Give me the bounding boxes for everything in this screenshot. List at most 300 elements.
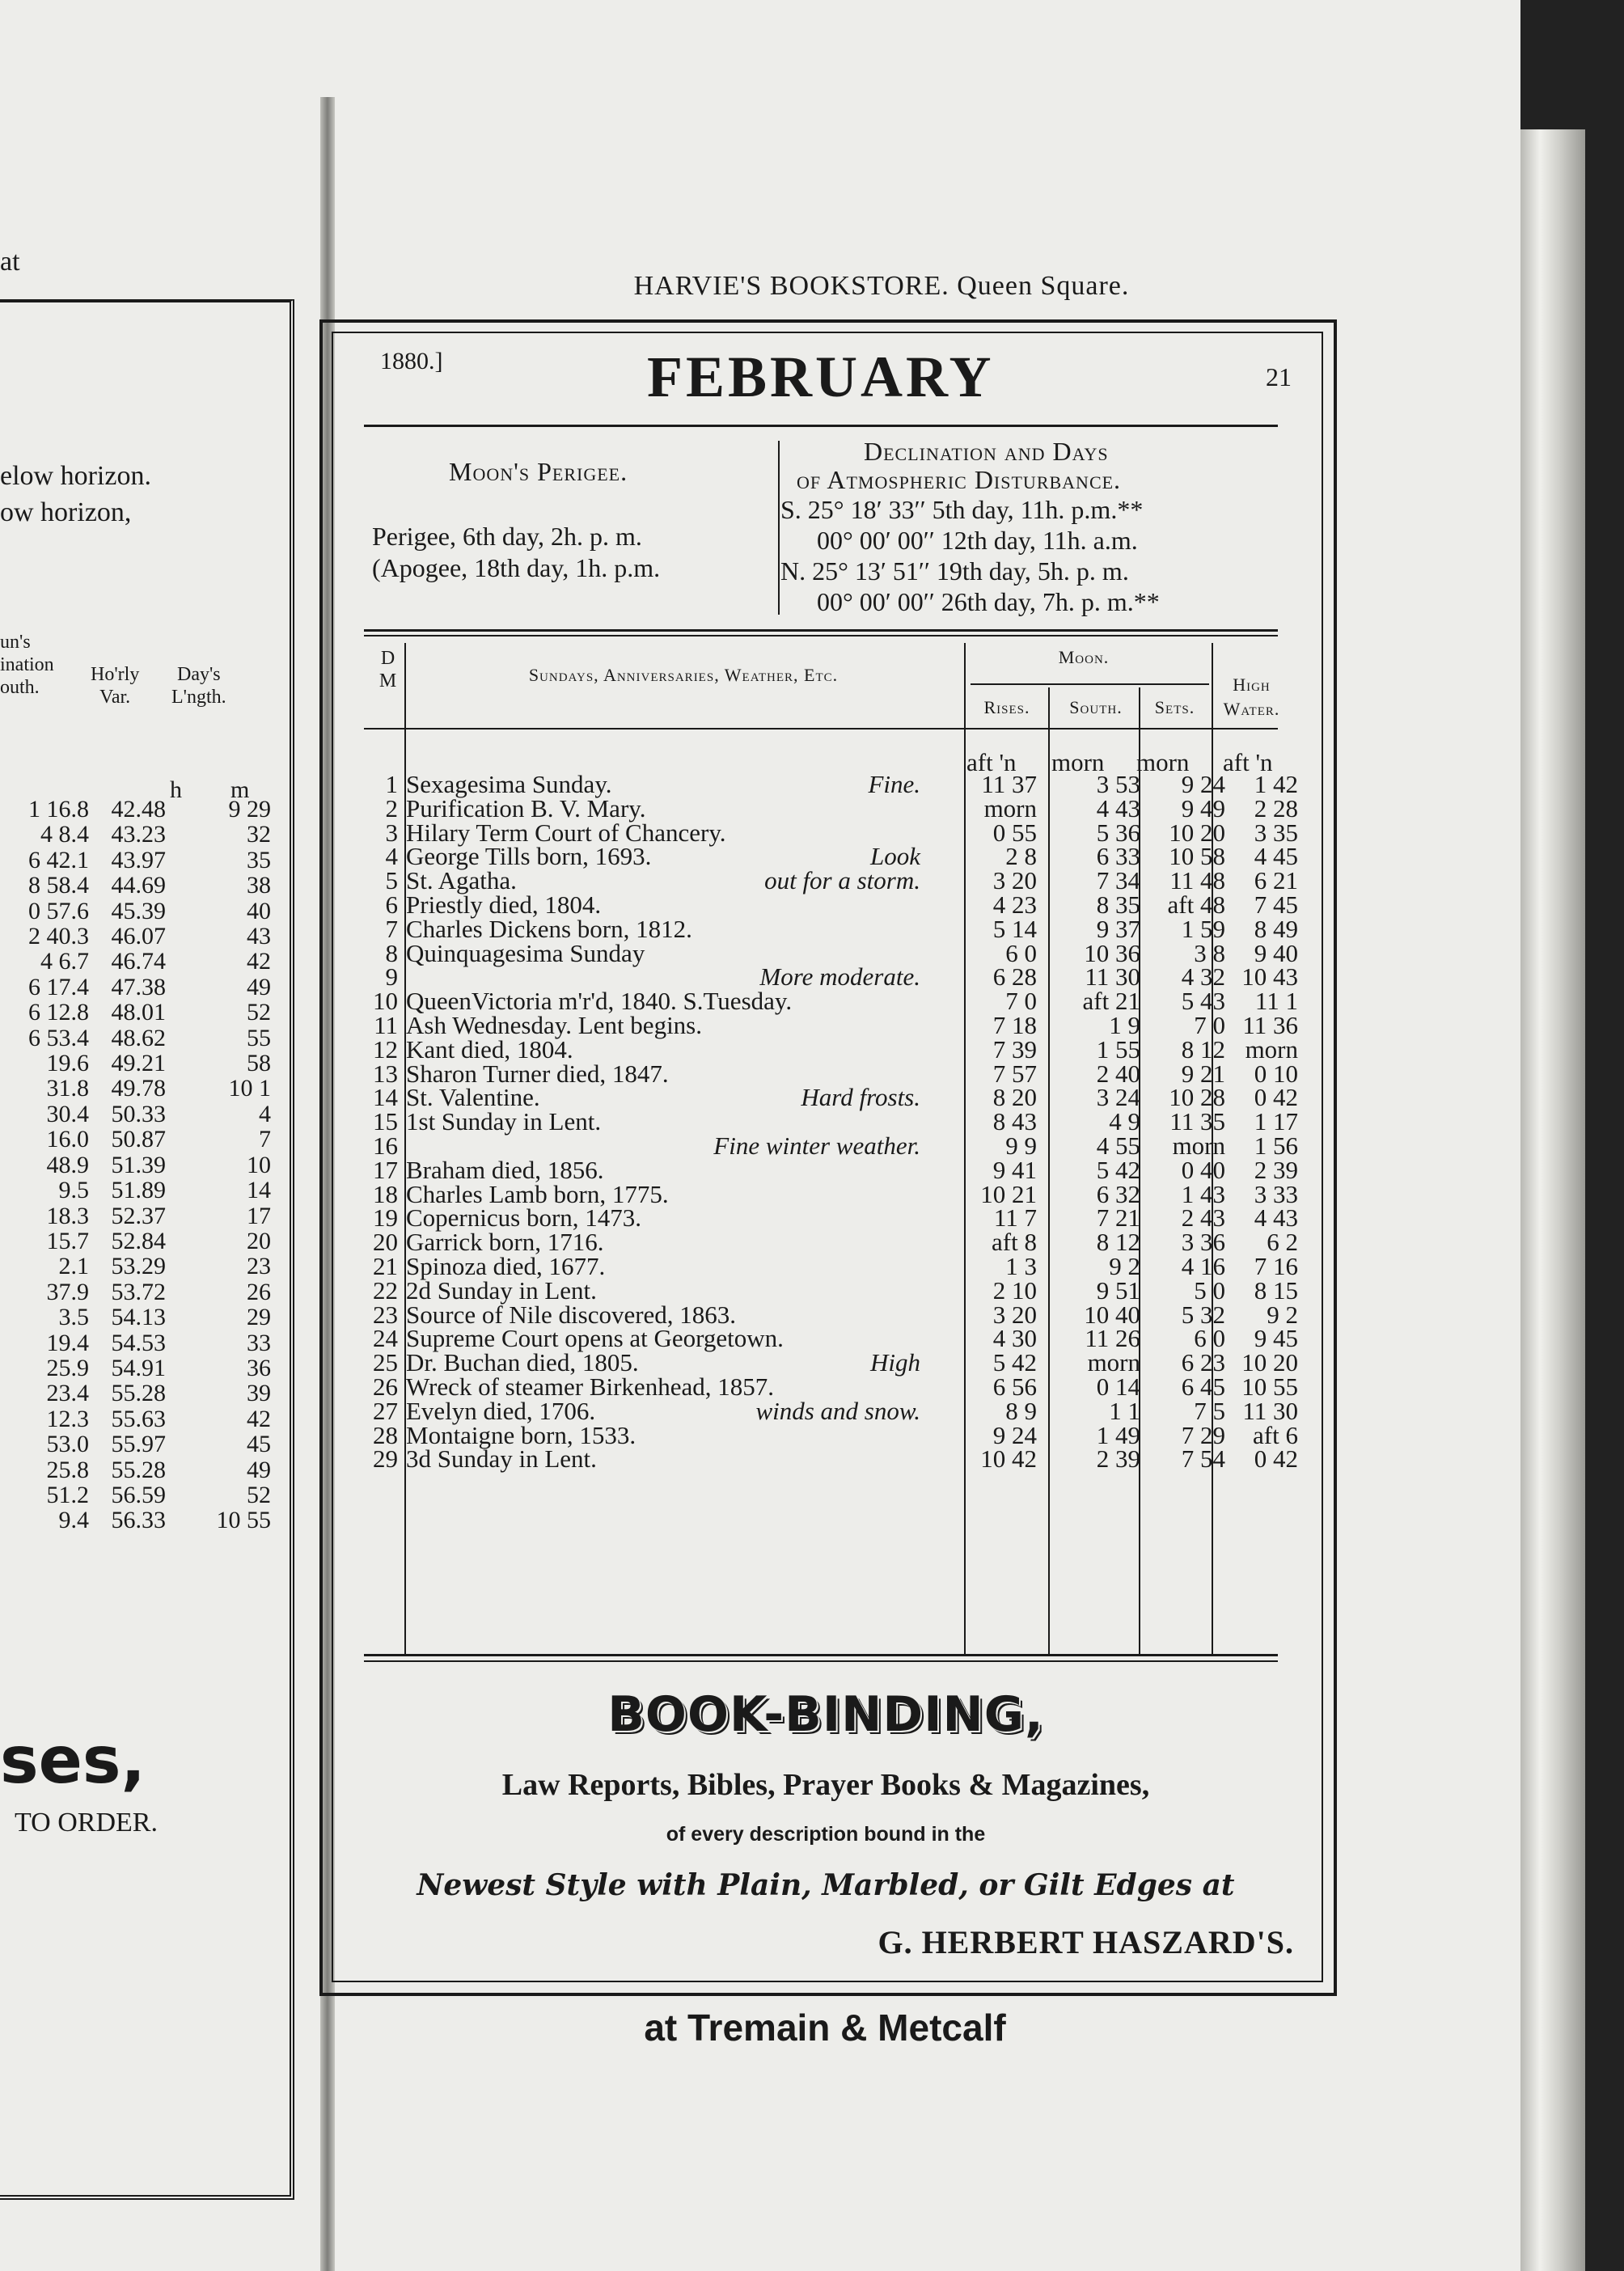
event-text: Supreme Court opens at Georgetown. <box>406 1324 784 1353</box>
event-text: Dr. Buchan died, 1805. <box>406 1348 639 1377</box>
left-table-row <box>0 873 275 898</box>
left-table-cell: 47.38 <box>111 973 166 1000</box>
moon-rises: 7 57 <box>992 1059 1037 1088</box>
table-row <box>364 1228 1298 1257</box>
table-row <box>364 1010 1298 1039</box>
event-text: Quinquagesima Sunday <box>406 938 645 967</box>
moon-rises: aft 8 <box>992 1228 1037 1257</box>
left-table-headers <box>0 623 291 752</box>
event-text: Wreck of steamer Birkenhead, 1857. <box>406 1372 774 1401</box>
moon-south: 7 34 <box>1096 866 1140 895</box>
day-number: 26 <box>373 1372 398 1401</box>
event-text: Garrick born, 1716. <box>406 1228 604 1257</box>
event-text: St. Valentine. <box>406 1083 540 1112</box>
moon-rises: 10 21 <box>980 1179 1037 1208</box>
left-table-cell: 40 <box>247 897 271 924</box>
left-table-row <box>0 1102 275 1127</box>
left-table-cell: 4 6.7 <box>40 948 89 975</box>
left-table-cell: 53.72 <box>111 1278 166 1305</box>
day-number: 15 <box>373 1107 398 1136</box>
left-page-top-fragment: at <box>0 247 20 277</box>
left-table-cell: 38 <box>247 872 271 899</box>
moon-south: 5 36 <box>1096 818 1140 847</box>
left-table-cell: 6 17.4 <box>28 973 89 1000</box>
high-water: 1 56 <box>1254 1131 1298 1160</box>
day-number: 25 <box>373 1348 398 1377</box>
moon-sets: morn <box>1172 1131 1225 1160</box>
moon-sets: 2 43 <box>1181 1203 1225 1233</box>
moon-south: 3 24 <box>1096 1083 1140 1112</box>
left-table-cell: 58 <box>247 1050 271 1077</box>
left-table-row <box>0 924 275 949</box>
moon-rises: 6 56 <box>992 1372 1037 1401</box>
left-table-cell: 17 <box>247 1202 271 1229</box>
event-text: Kant died, 1804. <box>406 1034 573 1064</box>
high-water: 10 20 <box>1241 1348 1298 1377</box>
day-number: 9 <box>385 962 398 992</box>
high-water: 9 45 <box>1254 1324 1298 1353</box>
moon-sets: 9 21 <box>1181 1059 1225 1088</box>
moon-sets: 5 0 <box>1194 1275 1225 1305</box>
moon-sets: 3 36 <box>1181 1228 1225 1257</box>
moon-sets: 1 43 <box>1181 1179 1225 1208</box>
perigee-line2: (Apogee, 18th day, 1h. p.m. <box>372 553 661 582</box>
moon-south: 9 2 <box>1109 1251 1140 1280</box>
left-table-row <box>0 899 275 924</box>
left-unit-m: m <box>230 776 250 803</box>
label-sets: morn <box>1136 748 1190 776</box>
left-table-cell: 18.3 <box>46 1202 89 1229</box>
left-table-cell: 55 <box>247 1024 271 1051</box>
year-label: 1880.] <box>380 348 443 374</box>
moon-south: 6 33 <box>1096 842 1140 871</box>
moon-sets: 11 35 <box>1169 1107 1225 1136</box>
left-table-cell: 6 42.1 <box>28 846 89 873</box>
weather-note: Fine. <box>868 770 920 798</box>
left-table-row <box>0 1076 275 1101</box>
moon-rises: 4 23 <box>992 890 1037 919</box>
moon-south: aft 21 <box>1082 987 1140 1016</box>
weather-note: More moderate. <box>759 962 920 992</box>
day-number: 3 <box>385 818 398 847</box>
table-row <box>364 1034 1298 1064</box>
left-header-sun: un's ination outh. <box>0 632 54 698</box>
moon-south: 2 39 <box>1096 1444 1140 1474</box>
left-table-cell: 2 40.3 <box>28 923 89 950</box>
left-table-cell: 20 <box>247 1227 271 1254</box>
left-table-row <box>0 1457 275 1482</box>
moon-rises: 9 41 <box>992 1155 1037 1184</box>
moon-rises: 7 0 <box>1005 987 1037 1016</box>
left-table-cell: 53.29 <box>111 1253 166 1280</box>
left-table-cell: 51.89 <box>111 1177 166 1204</box>
left-table-cell: 56.59 <box>111 1481 166 1508</box>
left-table-row <box>0 1305 275 1330</box>
moon-sets: 5 32 <box>1181 1300 1225 1329</box>
moon-south: 9 51 <box>1096 1275 1140 1305</box>
table-row <box>364 1372 1298 1401</box>
moon-rises: 8 20 <box>992 1083 1037 1112</box>
left-table-row <box>0 1406 275 1432</box>
left-table-cell: 55.28 <box>111 1380 166 1407</box>
moon-sets: 10 28 <box>1169 1083 1225 1112</box>
moon-header-rule <box>971 683 1209 685</box>
moon-south: 1 55 <box>1096 1034 1140 1064</box>
moon-south: 7 21 <box>1096 1203 1140 1233</box>
moon-rises: 11 37 <box>981 770 1037 798</box>
left-table-cell: 49 <box>247 1456 271 1483</box>
left-table-cell: 7 <box>259 1126 271 1153</box>
day-number: 21 <box>373 1251 398 1280</box>
day-number: 14 <box>373 1083 398 1112</box>
declination-title2: of Atmospheric Disturbance. <box>797 465 1122 494</box>
table-row <box>364 1059 1298 1088</box>
event-text: Sharon Turner died, 1847. <box>406 1059 669 1088</box>
header-south: South. <box>1069 697 1123 717</box>
left-table-cell: 50.87 <box>111 1126 166 1153</box>
left-table-cell: 2.1 <box>58 1253 89 1280</box>
event-text: Sexagesima Sunday. <box>406 770 612 798</box>
advert-line4: G. HERBERT HASZARD'S. <box>878 1924 1294 1960</box>
high-water: 8 15 <box>1254 1275 1298 1305</box>
left-table-cell: 26 <box>247 1278 271 1305</box>
header-moon: Moon. <box>1058 647 1110 667</box>
footer-text: at Tremain & Metcalf <box>644 2007 1006 2049</box>
header-dm: D M <box>379 648 398 691</box>
table-row <box>364 1155 1298 1184</box>
left-table-row <box>0 949 275 974</box>
moon-rises: 9 9 <box>1005 1131 1037 1160</box>
left-header-var: Ho'rly Var. <box>91 664 140 708</box>
left-table-row <box>0 848 275 873</box>
left-table-cell: 42.48 <box>111 796 166 823</box>
left-table-cell: 52 <box>247 1481 271 1508</box>
title-rule <box>364 425 1278 427</box>
event-text: St. Agatha. <box>406 866 517 895</box>
left-table-cell: 49.78 <box>111 1075 166 1102</box>
left-table-cell: 9 29 <box>228 796 271 823</box>
high-water: 9 40 <box>1254 938 1298 967</box>
event-text: Purification B. V. Mary. <box>406 793 646 823</box>
high-water: 3 33 <box>1254 1179 1298 1208</box>
header-events: Sundays, Anniversaries, Weather, Etc. <box>528 665 839 685</box>
perigee-title: Moon's Perigee. <box>449 457 628 486</box>
table-row <box>364 1251 1298 1280</box>
left-big-fragment: ses, <box>0 1723 146 1798</box>
table-row <box>364 1275 1298 1305</box>
weather-note: winds and snow. <box>755 1396 920 1425</box>
table-bottom-rule <box>364 1654 1278 1656</box>
left-table-cell: 52 <box>247 999 271 1026</box>
label-rises: aft 'n <box>966 748 1017 776</box>
left-table-cell: 54.91 <box>111 1354 166 1381</box>
day-number: 10 <box>373 987 398 1016</box>
moon-south: 2 40 <box>1096 1059 1140 1088</box>
perigee-divider <box>778 441 780 615</box>
moon-south: 10 40 <box>1084 1300 1140 1329</box>
moon-south: 10 36 <box>1084 938 1140 967</box>
moon-sets: 10 58 <box>1169 842 1225 871</box>
moon-sets: 9 24 <box>1181 770 1225 798</box>
high-water: 10 55 <box>1241 1372 1298 1401</box>
table-top-rule2 <box>364 635 1278 636</box>
high-water: aft 6 <box>1253 1420 1298 1449</box>
left-table-cell: 19.6 <box>46 1050 89 1077</box>
left-table-cell: 9.5 <box>58 1177 89 1204</box>
left-table-row <box>0 1508 275 1533</box>
day-number: 5 <box>385 866 398 895</box>
left-table-row <box>0 1000 275 1025</box>
table-row <box>364 1107 1298 1136</box>
high-water: 9 2 <box>1267 1300 1298 1329</box>
moon-south: 1 49 <box>1096 1420 1140 1449</box>
left-table-row <box>0 1254 275 1279</box>
left-table-cell: 55.97 <box>111 1431 166 1458</box>
left-table-cell: 42 <box>247 1405 271 1432</box>
left-table-row <box>0 1330 275 1355</box>
day-number: 28 <box>373 1420 398 1449</box>
high-water: 4 43 <box>1254 1203 1298 1233</box>
high-water: 2 39 <box>1254 1155 1298 1184</box>
left-table-cell: 56.33 <box>111 1507 166 1534</box>
moon-rises: morn <box>983 793 1037 823</box>
table-row <box>364 938 1298 967</box>
moon-south: 4 55 <box>1096 1131 1140 1160</box>
table-row <box>364 866 1298 895</box>
event-text: Montaigne born, 1533. <box>406 1420 636 1449</box>
left-table-row <box>0 797 275 822</box>
moon-sets: 7 54 <box>1181 1444 1225 1474</box>
left-table-cell: 3.5 <box>58 1304 89 1331</box>
left-table-row <box>0 1178 275 1203</box>
day-number: 22 <box>373 1275 398 1305</box>
table-row <box>364 987 1298 1016</box>
day-number: 6 <box>385 890 398 919</box>
left-table-row <box>0 1203 275 1229</box>
high-water: 11 1 <box>1254 987 1298 1016</box>
left-table-cell: 35 <box>247 846 271 873</box>
left-table-cell: 33 <box>247 1329 271 1356</box>
moon-rises: 5 42 <box>992 1348 1037 1377</box>
header-rises: Rises. <box>983 697 1030 717</box>
left-table-cell: 8 58.4 <box>28 872 89 899</box>
moon-rises: 5 14 <box>992 914 1037 943</box>
event-text: Priestly died, 1804. <box>406 890 602 919</box>
left-table-cell: 49 <box>247 973 271 1000</box>
moon-south: 6 32 <box>1096 1179 1140 1208</box>
moon-sets: 7 0 <box>1194 1010 1225 1039</box>
weather-note: Fine winter weather. <box>713 1131 920 1160</box>
moon-rises: 8 43 <box>992 1107 1037 1136</box>
label-south: morn <box>1051 748 1105 776</box>
left-table-cell: 39 <box>247 1380 271 1407</box>
moon-sets: 0 40 <box>1181 1155 1225 1184</box>
table-row <box>364 818 1298 847</box>
left-table-cell: 4 <box>259 1100 271 1127</box>
event-text: Source of Nile discovered, 1863. <box>406 1300 737 1329</box>
left-table-cell: 43.23 <box>111 821 166 848</box>
page-header: HARVIE'S BOOKSTORE. Queen Square. <box>633 271 1130 301</box>
perigee-line1: Perigee, 6th day, 2h. p. m. <box>372 522 642 551</box>
left-table-cell: 55.28 <box>111 1456 166 1483</box>
left-table-cell: 15.7 <box>46 1227 89 1254</box>
moon-south: 11 26 <box>1085 1324 1140 1353</box>
day-number: 13 <box>373 1059 398 1088</box>
left-table-row <box>0 1355 275 1381</box>
event-text: Evelyn died, 1706. <box>406 1396 596 1425</box>
moon-sets: aft 48 <box>1167 890 1225 919</box>
high-water: 7 16 <box>1254 1251 1298 1280</box>
left-table-cell: 43 <box>247 923 271 950</box>
left-table-cell: 9.4 <box>58 1507 89 1534</box>
page-edge <box>1520 129 1585 2271</box>
table-bottom-rule2 <box>364 1660 1278 1662</box>
left-table-cell: 36 <box>247 1354 271 1381</box>
moon-sets: 3 8 <box>1194 938 1225 967</box>
left-table-cell: 49.21 <box>111 1050 166 1077</box>
event-text: Braham died, 1856. <box>406 1155 604 1184</box>
moon-sets: 8 12 <box>1181 1034 1225 1064</box>
high-water: 4 45 <box>1254 842 1298 871</box>
table-row <box>364 1324 1298 1353</box>
left-table-cell: 25.9 <box>46 1354 89 1381</box>
left-table-cell: 16.0 <box>46 1126 89 1153</box>
left-table-cell: 48.62 <box>111 1024 166 1051</box>
moon-rises: 6 28 <box>992 962 1037 992</box>
day-number: 4 <box>385 842 398 871</box>
left-table-cell: 52.84 <box>111 1227 166 1254</box>
left-table-row <box>0 1127 275 1152</box>
left-table-cell: 10 1 <box>228 1075 271 1102</box>
high-water: 7 45 <box>1254 890 1298 919</box>
high-water: 0 10 <box>1254 1059 1298 1088</box>
moon-sets: 4 16 <box>1181 1251 1225 1280</box>
advert-line1: Law Reports, Bibles, Prayer Books & Magazines, <box>501 1768 1150 1802</box>
day-number: 18 <box>373 1179 398 1208</box>
event-text: Copernicus born, 1473. <box>406 1203 642 1233</box>
left-table-cell: 19.4 <box>46 1329 89 1356</box>
high-water: 6 2 <box>1267 1228 1298 1257</box>
moon-sets: 10 20 <box>1169 818 1225 847</box>
moon-sets: 7 5 <box>1194 1396 1225 1425</box>
day-number: 16 <box>373 1131 398 1160</box>
left-table-cell: 10 55 <box>216 1507 271 1534</box>
weather-note: out for a storm. <box>764 866 920 895</box>
high-water: 11 30 <box>1242 1396 1298 1425</box>
left-table-cell: 31.8 <box>46 1075 89 1102</box>
left-table-cell: 44.69 <box>111 872 166 899</box>
left-table-row <box>0 822 275 847</box>
left-table-row <box>0 1432 275 1457</box>
left-table <box>0 797 275 1533</box>
header-bottom-rule <box>364 728 1278 730</box>
moon-sets: 9 49 <box>1181 793 1225 823</box>
left-to-order: TO ORDER. <box>15 1808 158 1838</box>
day-number: 2 <box>385 793 398 823</box>
moon-rises: 4 30 <box>992 1324 1037 1353</box>
moon-rises: 2 10 <box>992 1275 1037 1305</box>
high-water: 0 42 <box>1254 1083 1298 1112</box>
left-table-cell: 52.37 <box>111 1202 166 1229</box>
left-table-cell: 4 8.4 <box>40 821 89 848</box>
moon-rises: 6 0 <box>1005 938 1037 967</box>
left-unit-h: h <box>170 776 182 803</box>
left-table-cell: 37.9 <box>46 1278 89 1305</box>
left-table-row <box>0 975 275 1000</box>
left-table-cell: 10 <box>247 1151 271 1178</box>
moon-sets: 7 29 <box>1181 1420 1225 1449</box>
weather-note: High <box>870 1348 920 1377</box>
moon-south: 3 53 <box>1096 770 1140 798</box>
header-high-water: High Water. <box>1223 675 1280 719</box>
moon-rises: 8 9 <box>1005 1396 1037 1425</box>
high-water: 11 36 <box>1242 1010 1298 1039</box>
moon-sets: 11 48 <box>1169 866 1225 895</box>
left-table-cell: 32 <box>247 821 271 848</box>
event-text: Spinoza died, 1677. <box>406 1251 606 1280</box>
high-water: 6 21 <box>1254 866 1298 895</box>
left-table-cell: 51.39 <box>111 1151 166 1178</box>
left-table-cell: 23 <box>247 1253 271 1280</box>
day-number: 1 <box>385 770 398 798</box>
high-water: morn <box>1245 1034 1298 1064</box>
declination-line3: N. 25° 13′ 51′′ 19th day, 5h. p. m. <box>780 556 1129 586</box>
table-row <box>364 914 1298 943</box>
day-number: 19 <box>373 1203 398 1233</box>
moon-south: 4 9 <box>1109 1107 1140 1136</box>
high-water: 0 42 <box>1254 1444 1298 1474</box>
table-row <box>364 842 1298 871</box>
event-text: QueenVictoria m'r'd, 1840. S.Tuesday. <box>406 987 793 1016</box>
moon-south: 11 30 <box>1085 962 1140 992</box>
calendar-table <box>364 770 1298 1474</box>
advert-title: BOOK-BINDING, <box>607 1686 1044 1743</box>
moon-sets: 6 0 <box>1194 1324 1225 1353</box>
left-table-cell: 12.3 <box>46 1405 89 1432</box>
day-number: 8 <box>385 938 398 967</box>
left-table-cell: 6 12.8 <box>28 999 89 1026</box>
header-sets: Sets. <box>1154 697 1195 717</box>
table-row <box>364 1083 1298 1112</box>
event-text: Hilary Term Court of Chancery. <box>406 818 726 847</box>
declination-line2: 00° 00′ 00′′ 12th day, 11h. a.m. <box>817 526 1138 555</box>
table-row <box>364 770 1298 798</box>
left-table-cell: 54.53 <box>111 1329 166 1356</box>
weather-note: Look <box>870 842 920 871</box>
event-text: 1st Sunday in Lent. <box>406 1107 602 1136</box>
left-table-cell: 48.9 <box>46 1151 89 1178</box>
label-high: aft 'n <box>1223 748 1273 776</box>
left-page-line1: elow horizon. <box>0 461 151 491</box>
left-table-cell: 55.63 <box>111 1405 166 1432</box>
left-table-cell: 46.74 <box>111 948 166 975</box>
left-table-row <box>0 1381 275 1406</box>
left-table-row <box>0 1152 275 1178</box>
left-table-cell: 25.8 <box>46 1456 89 1483</box>
table-row <box>364 1396 1298 1425</box>
event-text: Ash Wednesday. Lent begins. <box>406 1010 702 1039</box>
moon-south: 9 37 <box>1096 914 1140 943</box>
left-table-cell: 1 16.8 <box>28 796 89 823</box>
left-table-cell: 30.4 <box>46 1100 89 1127</box>
moon-rises: 7 18 <box>992 1010 1037 1039</box>
left-table-row <box>0 1051 275 1076</box>
moon-rises: 10 42 <box>980 1444 1037 1474</box>
moon-rises: 3 20 <box>992 1300 1037 1329</box>
event-text: Charles Lamb born, 1775. <box>406 1179 669 1208</box>
moon-south: 1 1 <box>1109 1396 1140 1425</box>
day-number: 17 <box>373 1155 398 1184</box>
